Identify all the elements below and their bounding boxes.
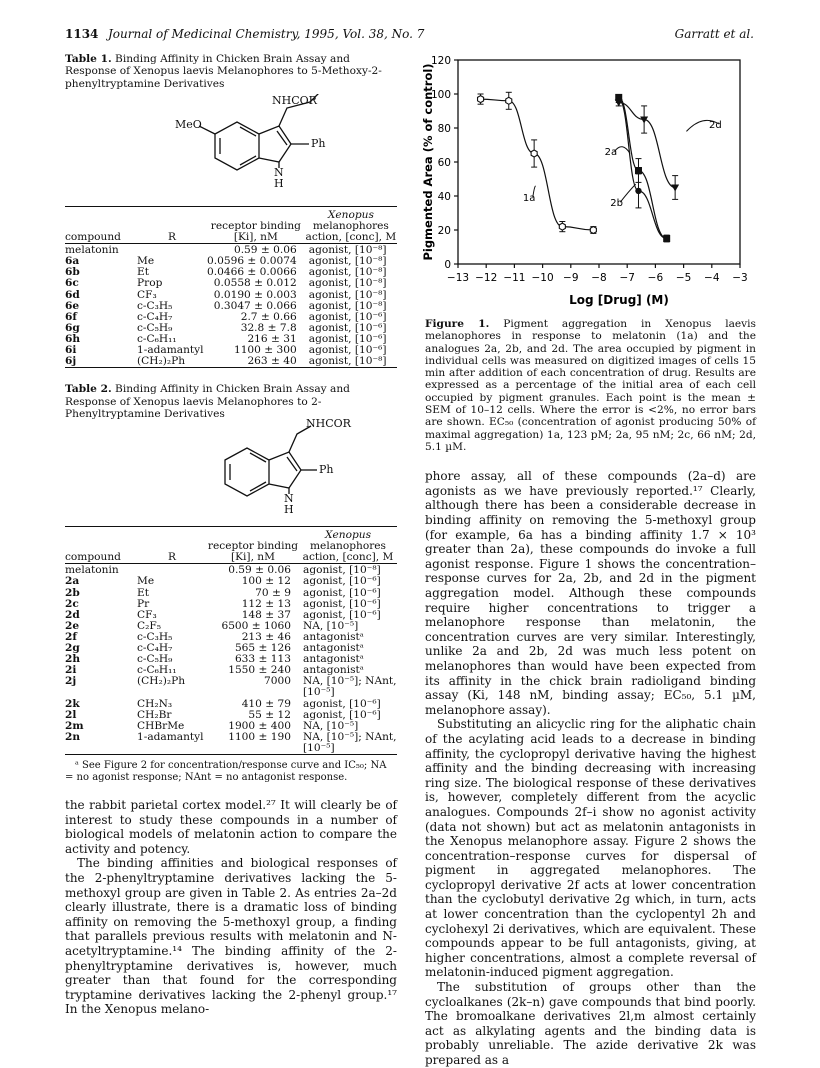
cell-ki: 0.59 ± 0.06 xyxy=(228,564,291,577)
annotation-label: 2b xyxy=(610,198,623,210)
x-axis-label: Log [Drug] (M) xyxy=(569,293,669,307)
cell-r: c-C₃H₅ xyxy=(137,299,173,312)
x-tick-label: −5 xyxy=(675,272,692,284)
left-paragraph-2: The binding affinities and biological responses of the 2-phenyltryptamine derivatives lacking the 5-methoxyl group are given in Table 2. As entries 2a–2d clearly illustrate, there is a dramatic loss of binding affinity on removing the 5-methoxyl group, a finding that parallels previous results with melatonin and N-acetyltryptamine.¹⁴ The binding affinity of the 2-phenyltryptamine derivatives is, however, much greater than that found for the corresponding tryptamine derivatives lacking the 2-phenyl group.¹⁷ In the Xenopus melano- xyxy=(65,856,397,1017)
cell-ki xyxy=(207,687,299,698)
table1-caption-text: Binding Affinity in Chicken Brain Assay and Response of Xenopus laevis Melanophores to 5-Methoxy-2-phenyltryptamine Derivatives xyxy=(65,53,382,90)
cell-compound: 2i xyxy=(65,664,77,677)
cell-ki: 633 ± 113 xyxy=(234,653,291,666)
table-row xyxy=(65,687,397,698)
y-tick-label: 20 xyxy=(437,225,451,237)
cell-compound xyxy=(65,687,137,698)
cell-r: 1-adamantyl xyxy=(137,344,204,357)
cell-r: (CH₂)₂Ph xyxy=(137,675,186,688)
cell-ki: 55 ± 12 xyxy=(248,708,291,721)
table1-header-binding: receptor binding xyxy=(210,219,301,232)
cell-ki: 7000 xyxy=(264,675,291,688)
table1-label: Table 1. xyxy=(65,53,112,65)
cell-r: CHBrMe xyxy=(137,719,185,732)
table2-structure xyxy=(65,417,397,522)
cell-r: Et xyxy=(137,586,149,599)
cell-r: Prop xyxy=(137,277,163,290)
table2-body xyxy=(65,565,397,754)
table-row xyxy=(65,290,397,301)
cell-action: antagonistᵃ xyxy=(303,630,364,643)
cell-compound: 2g xyxy=(65,642,80,655)
x-tick-label: −10 xyxy=(531,272,554,284)
series-2b xyxy=(615,94,670,242)
right-body xyxy=(425,469,756,1067)
x-tick-label: −4 xyxy=(704,272,720,284)
table1-structure-drawing xyxy=(65,94,397,204)
table1-structure xyxy=(65,94,397,204)
cell-compound: 6c xyxy=(65,277,79,290)
cell-ki: 100 ± 12 xyxy=(241,575,291,588)
cell-r: c-C₅H₉ xyxy=(137,321,173,334)
cell-r xyxy=(137,687,207,698)
cell-action: agonist, [10⁻⁸] xyxy=(308,277,387,290)
cell-ki: 263 ± 40 xyxy=(247,355,297,368)
left-column xyxy=(65,53,397,1017)
cell-action: agonist, [10⁻⁶] xyxy=(308,344,387,357)
table2-footnote: ᵃ See Figure 2 for concentration/response curve and IC₅₀; NA = no agonist response; NAnt = no antagonist response. xyxy=(65,759,387,783)
cell-r: Me xyxy=(137,255,155,268)
x-tick-label: −8 xyxy=(591,272,607,284)
cell-compound: 2e xyxy=(65,619,80,632)
annotation-pointer xyxy=(620,184,635,202)
series-line xyxy=(481,99,594,230)
x-tick-label: −7 xyxy=(619,272,635,284)
annotation-label: 2a xyxy=(604,147,618,159)
cell-r: CF₃ xyxy=(137,608,157,621)
data-point xyxy=(590,227,596,234)
cell-ki: 0.0596 ± 0.0074 xyxy=(207,255,297,268)
figure1 xyxy=(420,42,760,312)
left-body xyxy=(65,798,397,1017)
cell-action: agonist, [10⁻⁸] xyxy=(308,355,387,368)
cell-compound: 6i xyxy=(65,344,77,357)
cell-compound: 6d xyxy=(65,288,80,301)
table2-header-compound: compound xyxy=(65,551,121,564)
cell-r: c-C₆H₁₁ xyxy=(137,332,177,345)
table1-body xyxy=(65,245,397,368)
table2-header-r: R xyxy=(168,551,176,564)
cell-ki: 0.59 ± 0.06 xyxy=(233,244,297,257)
cell-r: c-C₅H₉ xyxy=(137,653,173,666)
cell-ki: 148 ± 37 xyxy=(241,608,291,621)
cell-r: CH₂Br xyxy=(137,708,172,721)
cell-action: agonist, [10⁻⁶] xyxy=(303,575,381,588)
x-tick-label: −3 xyxy=(732,272,748,284)
cell-compound: 2d xyxy=(65,608,80,621)
cell-ki: 410 ± 79 xyxy=(241,697,291,710)
cell-action: agonist, [10⁻⁶] xyxy=(303,586,381,599)
y-tick-label: 60 xyxy=(437,157,451,169)
y-tick-label: 40 xyxy=(437,191,451,203)
cell-action: [10⁻⁵] xyxy=(303,686,335,699)
table2-label: Table 2. xyxy=(65,383,112,396)
annotation-label: 1a xyxy=(522,193,536,205)
cell-r: c-C₆H₁₁ xyxy=(137,664,177,677)
cell-ki: 0.0466 ± 0.0066 xyxy=(207,266,297,279)
cell-action: agonist, [10⁻⁶] xyxy=(303,697,381,710)
table1-nhcor-label: NHCOR xyxy=(272,93,317,107)
cell-action: agonist, [10⁻⁸] xyxy=(303,564,381,577)
right-paragraph-1: phore assay, all of these compounds (2a–d) are agonists as we have previously reported.¹⁷ Clearly, although there has been a considerable decrease in binding affinity on removing the 5-methoxyl group (for example, 6a has a binding affinity 1.7 × 10³ greater than 2a), these compounds do invoke a full agonist response. Figure 1 shows the concentration–response curves for 2a, 2b, and 2d in the pigment aggregation model. Although these compounds require higher concentrations to trigger a melanophore response than melatonin, the concentration curves are very similar. Interestingly, unlike 2a and 2b, 2d was much less potent on melanophores than would have been expected from its affinity in the chick brain radioligand binding assay (Ki, 148 nM, binding assay; EC₅₀, 5.1 µM, melanophore assay). xyxy=(425,469,756,717)
table2-header-binding: receptor binding xyxy=(207,540,299,553)
cell-r: Et xyxy=(137,266,149,279)
table2-h-label: H xyxy=(284,503,294,517)
cell-compound: 6h xyxy=(65,332,81,345)
table-row xyxy=(65,743,397,755)
table1-n-label: N xyxy=(274,165,284,179)
right-column xyxy=(425,318,756,1068)
cell-action: agonist, [10⁻⁶] xyxy=(303,708,381,721)
cell-r: c-C₄H₇ xyxy=(137,310,173,323)
cell-ki: 0.0558 ± 0.012 xyxy=(213,277,297,290)
table2 xyxy=(65,526,397,756)
figure1-caption-text: Pigment aggregation in Xenopus laevis melanophores in response to melatonin (1a) and the analogues 2a, 2b, and 2d. The area occupied by pigment in individual cells was measured on digitized images of cells 15 min after addition of each concentration of drug. Results are expressed as a percentage of the initial area of each cell occupied by pigment granules. Each point is the mean ± SEM of 10–12 cells. Where the error is <2%, no error bars are shown. EC₅₀ (concentration of agonist producing 50% of maximal aggregation) 1a, 123 pM; 2a, 95 nM; 2c, 66 nM; 2d, 5.1 µM. xyxy=(425,318,756,453)
data-point xyxy=(506,97,512,104)
cell-r: Me xyxy=(137,575,155,588)
table1-meo-label: MeO xyxy=(175,117,202,131)
table1-header-compound: compound xyxy=(65,231,121,244)
plot-frame xyxy=(458,60,740,264)
x-tick-label: −9 xyxy=(563,272,579,284)
table-row xyxy=(65,699,397,710)
data-point xyxy=(559,223,565,230)
series-line xyxy=(619,103,675,188)
cell-action: agonist, [10⁻⁶] xyxy=(303,608,381,621)
cell-ki: 32.8 ± 7.8 xyxy=(240,321,297,334)
table1-header-r: R xyxy=(168,231,176,244)
page-number: 1134 xyxy=(65,27,99,41)
cell-action: NA, [10⁻⁵]; NAnt, xyxy=(303,675,397,688)
table-row xyxy=(65,732,397,743)
table-row xyxy=(65,588,397,599)
cell-compound: 2n xyxy=(65,730,81,743)
x-tick-label: −12 xyxy=(475,272,498,284)
table-row xyxy=(65,278,397,289)
table2-header-xenopus: Xenopus xyxy=(324,529,372,542)
cell-ki: 1100 ± 190 xyxy=(228,730,291,743)
table1-ph-label: Ph xyxy=(311,136,326,150)
cell-action: agonist, [10⁻⁸] xyxy=(308,255,387,268)
data-point xyxy=(635,167,642,174)
cell-r: Pr xyxy=(137,597,150,610)
cell-compound: 6a xyxy=(65,255,80,268)
data-point xyxy=(663,235,670,242)
cell-action: agonist, [10⁻⁸] xyxy=(308,244,387,257)
cell-action: antagonistᵃ xyxy=(303,642,364,655)
cell-action: agonist, [10⁻⁶] xyxy=(303,597,381,610)
annotation-label: 2d xyxy=(708,120,722,131)
table2-header-ki: [Ki], nM xyxy=(231,551,275,564)
cell-r: CF₃ xyxy=(137,288,157,301)
data-point xyxy=(478,96,484,103)
cell-compound: 2a xyxy=(65,575,80,588)
table1 xyxy=(65,206,397,369)
series-1a xyxy=(478,92,597,233)
table2-caption xyxy=(65,383,397,420)
cell-ki: 2.7 ± 0.66 xyxy=(240,310,297,323)
cell-action: antagonistᵃ xyxy=(303,653,364,666)
cell-ki: 112 ± 13 xyxy=(241,597,291,610)
right-paragraph-3: The substitution of groups other than the cycloalkanes (2k–n) gave compounds that bind poorly. The bromoalkane derivatives 2l,m almost certainly act as alkylating agents and the binding data is probably unreliable. The azide derivative 2k was prepared as a xyxy=(425,980,756,1068)
cell-r: (CH₂)₂Ph xyxy=(137,355,186,368)
cell-ki: 0.3047 ± 0.066 xyxy=(213,299,297,312)
y-tick-label: 120 xyxy=(430,55,451,67)
cell-compound: 6e xyxy=(65,299,80,312)
x-tick-label: −11 xyxy=(503,272,526,284)
cell-ki: 565 ± 126 xyxy=(234,642,291,655)
cell-action: NA, [10⁻⁵] xyxy=(303,619,359,632)
journal-citation: Journal of Medicinal Chemistry, 1995, Vol. 38, No. 7 xyxy=(108,27,425,41)
cell-r xyxy=(137,743,207,755)
y-axis-label: Pigmented Area (% of control) xyxy=(421,63,435,261)
cell-compound: 2l xyxy=(65,708,77,721)
cell-compound: 2m xyxy=(65,719,84,732)
table1-caption xyxy=(65,53,397,90)
data-point xyxy=(671,185,679,192)
table2-header-action: action, [conc], M xyxy=(302,551,394,564)
table2-structure-drawing xyxy=(65,422,397,522)
table1-header-xenopus: Xenopus xyxy=(327,208,374,221)
right-paragraph-2: Substituting an alicyclic ring for the aliphatic chain of the acylating acid leads to a decrease in binding affinity, the cyclopropyl derivative having the highest affinity and the binding decreasing with increasing ring size. The biological response of these derivatives is, however, completely different from the acyclic analogues. Compounds 2f–i show no agonist activity (data not shown) but act as melatonin antagonists in the Xenopus melanophore assay. Figure 2 shows the concentration–response curves for dispersal of pigment in aggregated melanophores. The cyclopropyl derivative 2f acts at lower concentration than the cyclobutyl derivative 2g which, in turn, acts at lower concentration than the cyclopentyl 2h and cyclohexyl 2i derivatives, which are equivalent. These compounds appear to be full antagonists, giving, at higher concentrations, almost a complete reversal of melatonin-induced pigment aggregation. xyxy=(425,717,756,980)
table2-n-label: N xyxy=(284,492,294,506)
cell-compound: 2h xyxy=(65,653,81,666)
cell-compound: 6f xyxy=(65,310,77,323)
y-tick-label: 0 xyxy=(444,259,451,271)
figure1-label: Figure 1. xyxy=(425,318,490,330)
cell-compound: 6g xyxy=(65,321,80,334)
cell-r: c-C₄H₇ xyxy=(137,642,173,655)
cell-action: [10⁻⁵] xyxy=(303,741,335,754)
cell-action: NA, [10⁻⁵] xyxy=(303,719,359,732)
cell-action: NA, [10⁻⁵]; NAnt, xyxy=(303,730,397,743)
cell-ki xyxy=(207,743,299,755)
cell-compound: melatonin xyxy=(65,244,119,257)
cell-ki: 1550 ± 240 xyxy=(228,664,291,677)
cell-r: 1-adamantyl xyxy=(137,730,204,743)
cell-compound: 2f xyxy=(65,630,77,643)
left-paragraph-1: the rabbit parietal cortex model.²⁷ It will clearly be of interest to study these compounds in a number of biological models of melatonin action to compare the activity and potency. xyxy=(65,797,397,856)
y-tick-label: 100 xyxy=(430,89,451,101)
cell-compound: 6b xyxy=(65,266,80,279)
y-tick-label: 80 xyxy=(437,123,451,135)
cell-ki: 6500 ± 1060 xyxy=(221,619,291,632)
cell-compound xyxy=(65,743,137,755)
cell-compound: 2c xyxy=(65,597,79,610)
data-point xyxy=(635,188,641,194)
cell-ki: 1100 ± 300 xyxy=(233,344,297,357)
cell-ki: 1900 ± 400 xyxy=(228,719,291,732)
cell-compound: 2j xyxy=(65,675,77,688)
x-tick-label: −13 xyxy=(446,272,470,284)
table-row xyxy=(65,356,397,368)
cell-compound: 2k xyxy=(65,697,80,710)
x-tick-label: −6 xyxy=(647,272,664,284)
cell-r: C₂F₅ xyxy=(137,619,161,632)
cell-action: agonist, [10⁻⁸] xyxy=(308,288,387,301)
table2-ph-label: Ph xyxy=(319,463,334,477)
data-point xyxy=(531,150,537,157)
cell-compound: 2b xyxy=(65,586,80,599)
table2-nhcor-label: NHCOR xyxy=(306,417,351,431)
table-row xyxy=(65,576,397,587)
cell-r: CH₂N₃ xyxy=(137,697,173,710)
cell-action: agonist, [10⁻⁶] xyxy=(308,310,387,323)
cell-action: antagonistᵃ xyxy=(303,664,364,677)
figure1-caption xyxy=(425,318,756,453)
running-authors: Garratt et al. xyxy=(674,27,754,41)
cell-r: c-C₃H₅ xyxy=(137,630,173,643)
cell-action: agonist, [10⁻⁸] xyxy=(308,299,387,312)
cell-action: agonist, [10⁻⁶] xyxy=(308,321,387,334)
cell-compound: 6j xyxy=(65,355,77,368)
cell-action: agonist, [10⁻⁶] xyxy=(308,332,387,345)
cell-ki: 70 ± 9 xyxy=(255,586,291,599)
cell-compound: melatonin xyxy=(65,564,119,577)
cell-ki: 213 ± 46 xyxy=(241,630,291,643)
table1-header-action: action, [conc], M xyxy=(305,231,397,244)
table-row xyxy=(65,676,397,687)
cell-ki: 216 ± 31 xyxy=(247,332,297,345)
table1-header-melanophores: melanophores xyxy=(312,219,389,232)
table1-h-label: H xyxy=(274,176,284,190)
table2-caption-text: Binding Affinity in Chicken Brain Assay and Response of Xenopus laevis Melanophores to 2-Phenyltryptamine Derivatives xyxy=(65,383,350,420)
table2-header-melanophores: melanophores xyxy=(310,540,386,553)
table1-header-ki: [Ki], nM xyxy=(233,231,278,244)
cell-action: agonist, [10⁻⁸] xyxy=(308,266,387,279)
cell-ki: 0.0190 ± 0.003 xyxy=(213,288,297,301)
figure1-chart xyxy=(420,42,760,312)
